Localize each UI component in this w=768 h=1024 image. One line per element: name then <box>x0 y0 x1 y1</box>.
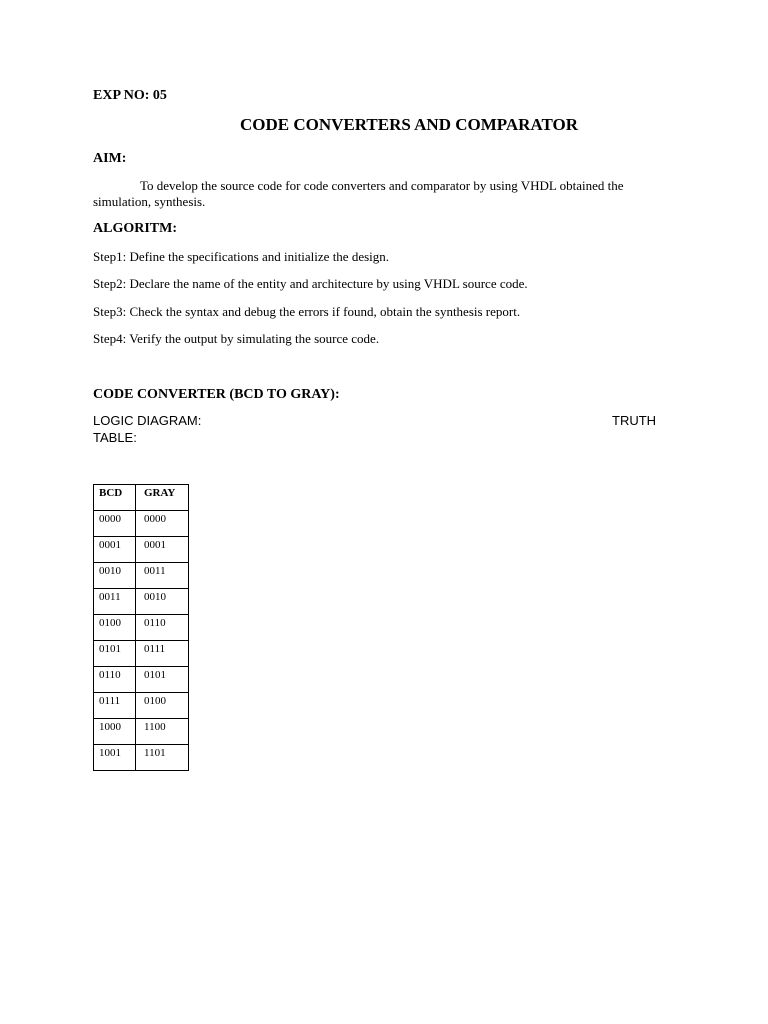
table-row <box>94 511 189 537</box>
gray-cell: 0111 <box>136 641 189 667</box>
truth-table-label-part1: TRUTH <box>612 413 657 428</box>
column-header-gray: GRAY <box>136 485 189 511</box>
bcd-cell: 0101 <box>94 641 136 667</box>
bcd-cell: 0110 <box>94 667 136 693</box>
table-row <box>94 719 189 745</box>
gray-cell: 1100 <box>136 719 189 745</box>
truth-table-header-row <box>94 485 189 511</box>
table-row <box>94 667 189 693</box>
gray-cell: 1101 <box>136 745 189 771</box>
gray-cell: 0001 <box>136 537 189 563</box>
gray-cell: 0010 <box>136 589 189 615</box>
bcd-cell: 1001 <box>94 745 136 771</box>
aim-text: To develop the source code for code converters and comparator by using VHDL obtained the simulation, synthesis. <box>93 178 624 209</box>
table-row <box>94 693 189 719</box>
algorithm-heading: ALGORITM: <box>93 221 177 236</box>
bcd-cell: 0100 <box>94 615 136 641</box>
page-title: CODE CONVERTERS AND COMPARATOR <box>239 115 578 134</box>
algorithm-step-3: Step3: Check the syntax and debug the errors if found, obtain the synthesis report. <box>93 304 521 319</box>
bcd-cell: 0000 <box>94 511 136 537</box>
gray-cell: 0000 <box>136 511 189 537</box>
gray-cell: 0011 <box>136 563 189 589</box>
table-row <box>94 615 189 641</box>
truth-table-label-part2: TABLE: <box>93 430 137 445</box>
experiment-number: EXP NO: 05 <box>93 88 167 103</box>
bcd-cell: 0111 <box>94 693 136 719</box>
bcd-cell: 0010 <box>94 563 136 589</box>
algorithm-step-1: Step1: Define the specifications and initialize the design. <box>93 249 390 264</box>
aim-heading: AIM: <box>93 151 127 166</box>
table-row <box>94 589 189 615</box>
table-row <box>94 537 189 563</box>
gray-cell: 0101 <box>136 667 189 693</box>
logic-diagram-label: LOGIC DIAGRAM: <box>93 413 202 428</box>
code-converter-heading: CODE CONVERTER (BCD TO GRAY): <box>93 387 340 402</box>
bcd-cell: 1000 <box>94 719 136 745</box>
gray-cell: 0100 <box>136 693 189 719</box>
table-row <box>94 563 189 589</box>
table-row <box>94 641 189 667</box>
gray-cell: 0110 <box>136 615 189 641</box>
bcd-cell: 0001 <box>94 537 136 563</box>
algorithm-step-4: Step4: Verify the output by simulating the source code. <box>93 331 380 346</box>
column-header-bcd: BCD <box>94 485 136 511</box>
algorithm-step-2: Step2: Declare the name of the entity and architecture by using VHDL source code. <box>93 276 528 291</box>
bcd-to-gray-truth-table <box>93 484 189 771</box>
bcd-cell: 0011 <box>94 589 136 615</box>
table-row <box>94 745 189 771</box>
